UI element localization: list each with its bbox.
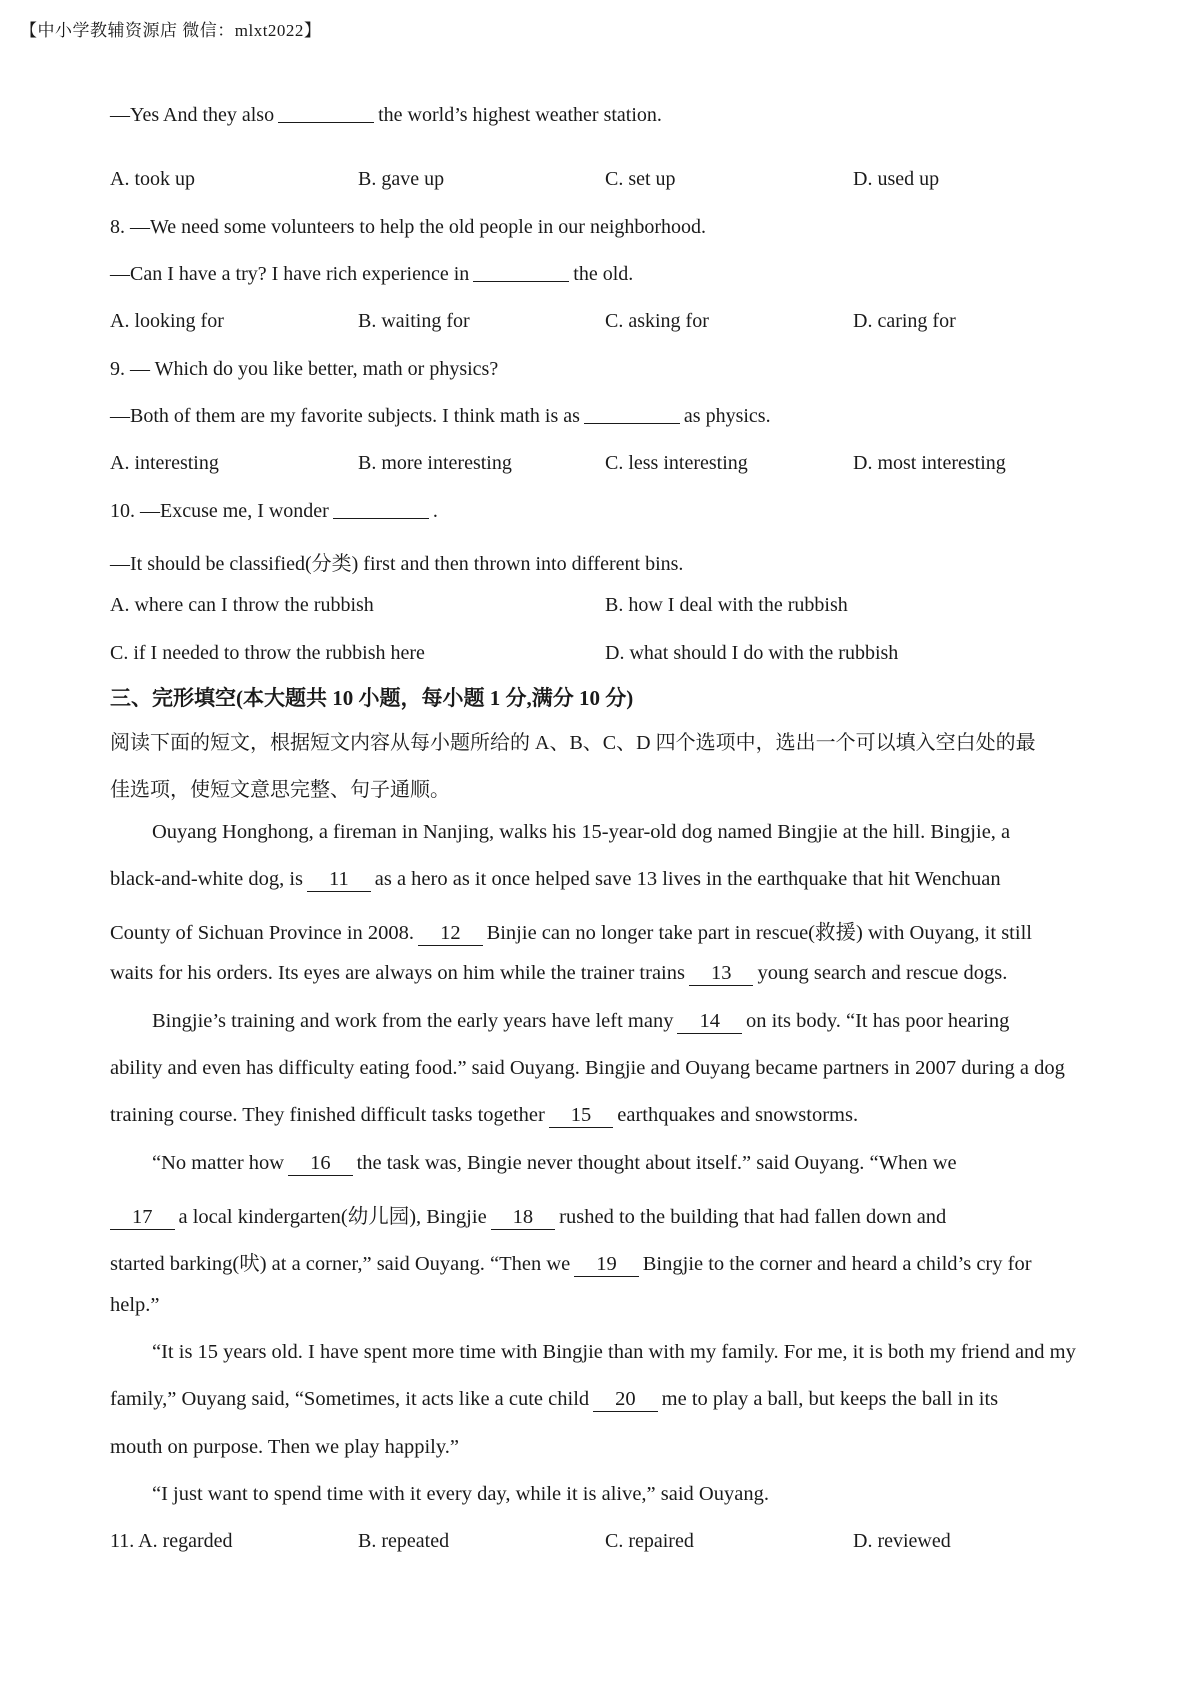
passage-line: training course. They finished difficult tasks together 15 earthquakes and snowstorms.: [110, 1104, 859, 1126]
question-9-options: [110, 452, 1070, 480]
passage-line: help.”: [110, 1294, 160, 1316]
passage-line: Ouyang Honghong, a fireman in Nanjing, walks his 15-year-old dog named Bingjie at the hill. Bingjie, a: [152, 821, 1011, 843]
question-10-prompt: 10. —Excuse me, I wonder .: [110, 500, 438, 522]
passage-line: “No matter how 16 the task was, Bingie never thought about itself.” said Ouyang. “When we: [152, 1152, 957, 1174]
cloze-blank-12: 12: [418, 922, 483, 946]
passage-line: 17 a local kindergarten(幼儿园), Bingjie 18 rushed to the building that had fallen down and: [110, 1199, 946, 1230]
cloze-blank-16: 16: [288, 1152, 353, 1176]
instructions-line-2: 佳选项，使短文意思完整、句子通顺。: [110, 779, 450, 801]
page-header: 【中小学教辅资源店 微信：mlxt2022】: [20, 21, 322, 40]
question-9-prompt: 9. — Which do you like better, math or physics?: [110, 358, 499, 380]
option-c: C. repaired: [605, 1530, 694, 1552]
instructions-line-1: 阅读下面的短文，根据短文内容从每小题所给的 A、B、C、D 四个选项中，选出一个可以填入空白处的最: [110, 732, 1036, 754]
cloze-blank-18: 18: [491, 1206, 556, 1230]
option-d: D. what should I do with the rubbish: [605, 642, 899, 664]
option-b: B. gave up: [358, 168, 445, 190]
cloze-blank-17: 17: [110, 1206, 175, 1230]
answer-blank: [473, 280, 569, 282]
section-title: 三、完形填空(本大题共 10 小题，每小题 1 分,满分 10 分): [110, 686, 634, 710]
option-d: D. caring for: [853, 310, 956, 332]
option-a: A. looking for: [110, 310, 224, 332]
option-b: B. repeated: [358, 1530, 450, 1552]
passage-line: Bingjie’s training and work from the early years have left many 14 on its body. “It has poor hearing: [152, 1010, 1010, 1032]
passage-line: mouth on purpose. Then we play happily.”: [110, 1436, 460, 1458]
option-d: D. most interesting: [853, 452, 1006, 474]
option-a: A. where can I throw the rubbish: [110, 594, 374, 616]
passage-line: “I just want to spend time with it every day, while it is alive,” said Ouyang.: [152, 1483, 769, 1505]
cloze-blank-20: 20: [593, 1388, 658, 1412]
option-b: B. waiting for: [358, 310, 470, 332]
cloze-blank-19: 19: [574, 1253, 639, 1277]
option-c: C. set up: [605, 168, 676, 190]
option-b: B. how I deal with the rubbish: [605, 594, 848, 616]
question-10-options-row1: [110, 594, 1070, 622]
question-7-reply: —Yes And they also the world’s highest weather station.: [110, 104, 662, 126]
option-d: D. used up: [853, 168, 940, 190]
option-a: A. took up: [110, 168, 195, 190]
answer-blank: [584, 422, 680, 424]
option-c: C. if I needed to throw the rubbish here: [110, 642, 425, 664]
option-a: 11. A. regarded: [110, 1530, 233, 1552]
cloze-blank-15: 15: [549, 1104, 614, 1128]
question-8-prompt: 8. —We need some volunteers to help the old people in our neighborhood.: [110, 216, 707, 238]
cloze-blank-14: 14: [677, 1010, 742, 1034]
passage-line: started barking(吠) at a corner,” said Ouyang. “Then we 19 Bingjie to the corner and heard a child’s cry for: [110, 1253, 1032, 1275]
option-b: B. more interesting: [358, 452, 512, 474]
cloze-blank-11: 11: [307, 868, 371, 892]
option-c: C. asking for: [605, 310, 709, 332]
answer-blank: [333, 517, 429, 519]
passage-line: County of Sichuan Province in 2008. 12 Binjie can no longer take part in rescue(救援) with Ouyang, it still: [110, 922, 1032, 944]
option-a: A. interesting: [110, 452, 219, 474]
passage-line: waits for his orders. Its eyes are always on him while the trainer trains 13 young search and rescue dogs.: [110, 962, 1008, 984]
question-8-reply: —Can I have a try? I have rich experience in the old.: [110, 263, 634, 285]
option-c: C. less interesting: [605, 452, 748, 474]
passage-line: family,” Ouyang said, “Sometimes, it acts like a cute child 20 me to play a ball, but keeps the ball in its: [110, 1388, 999, 1410]
question-11-options: [110, 1530, 1070, 1558]
question-8-options: [110, 310, 1070, 338]
option-d: D. reviewed: [853, 1530, 951, 1552]
question-10-reply: —It should be classified(分类) first and then thrown into different bins.: [110, 553, 684, 575]
passage-line: black-and-white dog, is 11 as a hero as it once helped save 13 lives in the earthquake that hit Wenchuan: [110, 868, 1001, 890]
passage-line: ability and even has difficulty eating food.” said Ouyang. Bingjie and Ouyang became partners in 2007 during a dog: [110, 1057, 1065, 1079]
answer-blank: [278, 121, 374, 123]
question-10-options-row2: [110, 642, 1070, 670]
passage-line: “It is 15 years old. I have spent more time with Bingjie than with my family. For me, it is both my friend and my: [152, 1341, 1076, 1363]
question-7-options: [110, 168, 1070, 196]
question-9-reply: —Both of them are my favorite subjects. I think math is as as physics.: [110, 405, 771, 427]
cloze-blank-13: 13: [689, 962, 754, 986]
